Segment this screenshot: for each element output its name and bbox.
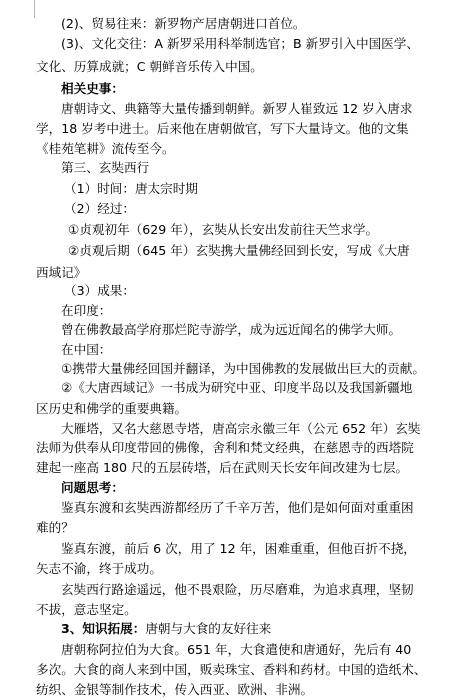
pagoda-paragraph: 法师为供奉从印度带回的佛像，舍利和梵文经典，在慈恩寺的西塔院: [36, 440, 414, 455]
knowledge-title: 唐朝与大食的友好往来: [145, 621, 272, 636]
china-result-2-cont: 区历史和佛学的重要典籍。: [36, 401, 188, 416]
time-line: （1）时间：唐太宗时期: [64, 181, 198, 196]
answer-line: 鉴真东渡，前后 6 次，用了 12 年，困难重重，但他百折不挠，: [61, 541, 416, 556]
results-line: （3）成果：: [64, 283, 135, 298]
china-result-2: ②《大唐西域记》一书成为研究中亚、印度半岛以及我国新疆地: [61, 380, 413, 395]
answer-line: 不拔，意志坚定。: [36, 602, 137, 617]
china-result-1: ①携带大量佛经回国并翻译，为中国佛教的发展做出巨大的贡献。: [61, 361, 425, 376]
process-item-1: ①贞观初年（629 年），玄奘从长安出发前往天竺求学。: [68, 222, 379, 237]
knowledge-heading: [61, 621, 271, 637]
answer-line: 玄奘西行路途遥远，他不畏艰险，历尽磨难，为追求真理，坚韧: [61, 582, 414, 597]
process-item-2: ②贞观后期（645 年）玄奘携大量佛经回到长安，写成《大唐: [68, 243, 410, 258]
paragraph-line: 纺织、金银等制作技术，传入西亚、欧洲、非洲。: [36, 682, 314, 697]
knowledge-label: 3、知识拓展：: [61, 621, 146, 636]
trade-exchange-line: (2)、贸易往来：新罗物产居唐朝进口首位。: [61, 16, 306, 31]
in-china-label: 在中国：: [61, 342, 112, 357]
process-line: （2）经过：: [64, 201, 135, 216]
answer-line: 矢志不渝，终于成功。: [36, 561, 162, 576]
paragraph-line: 多次。大食的商人来到中国，贩卖珠宝、香料和药材。中国的造纸术、: [36, 662, 427, 677]
in-india-label: 在印度：: [61, 303, 112, 318]
question-line: 难的？: [36, 520, 74, 535]
related-events-heading: 相关史事：: [61, 81, 124, 96]
question-heading: 问题思考：: [61, 480, 124, 495]
process-item-2-cont: 西域记》: [36, 265, 87, 280]
paragraph-line: 唐朝诗文、典籍等大量传播到朝鲜。新罗人崔致远 12 岁入唐求: [61, 101, 413, 116]
cultural-exchange-line: (3)、文化交往：A 新罗采用科举制选官；B 新罗引入中国医学、: [61, 36, 419, 51]
section-heading-xuanzang: 第三、玄奘西行: [61, 160, 150, 175]
paragraph-line: 《桂苑笔耕》流传至今。: [36, 141, 175, 156]
paragraph-line: 曾在佛教最高学府那烂陀寺游学，成为远近闻名的佛学大师。: [61, 322, 402, 337]
margin-marker: [34, 0, 35, 18]
cultural-exchange-line-2: 文化、历算成就；C 朝鲜音乐传入中国。: [36, 59, 263, 74]
pagoda-paragraph: 大雁塔，又名大慈恩寺塔，唐高宗永徽三年（公元 652 年）玄奘: [61, 421, 421, 436]
pagoda-paragraph: 建起一座高 180 尺的五层砖塔，后在武则天长安年间改建为七层。: [36, 460, 409, 475]
question-line: 鉴真东渡和玄奘西游都经历了千辛万苦，他们是如何面对重重困: [61, 500, 414, 515]
paragraph-line: 唐朝称阿拉伯为大食。651 年，大食遣使和唐通好，先后有 40: [61, 642, 412, 657]
paragraph-line: 学，18 岁考中进士。后来他在唐朝做官，写下大量诗文。他的文集: [36, 121, 409, 136]
